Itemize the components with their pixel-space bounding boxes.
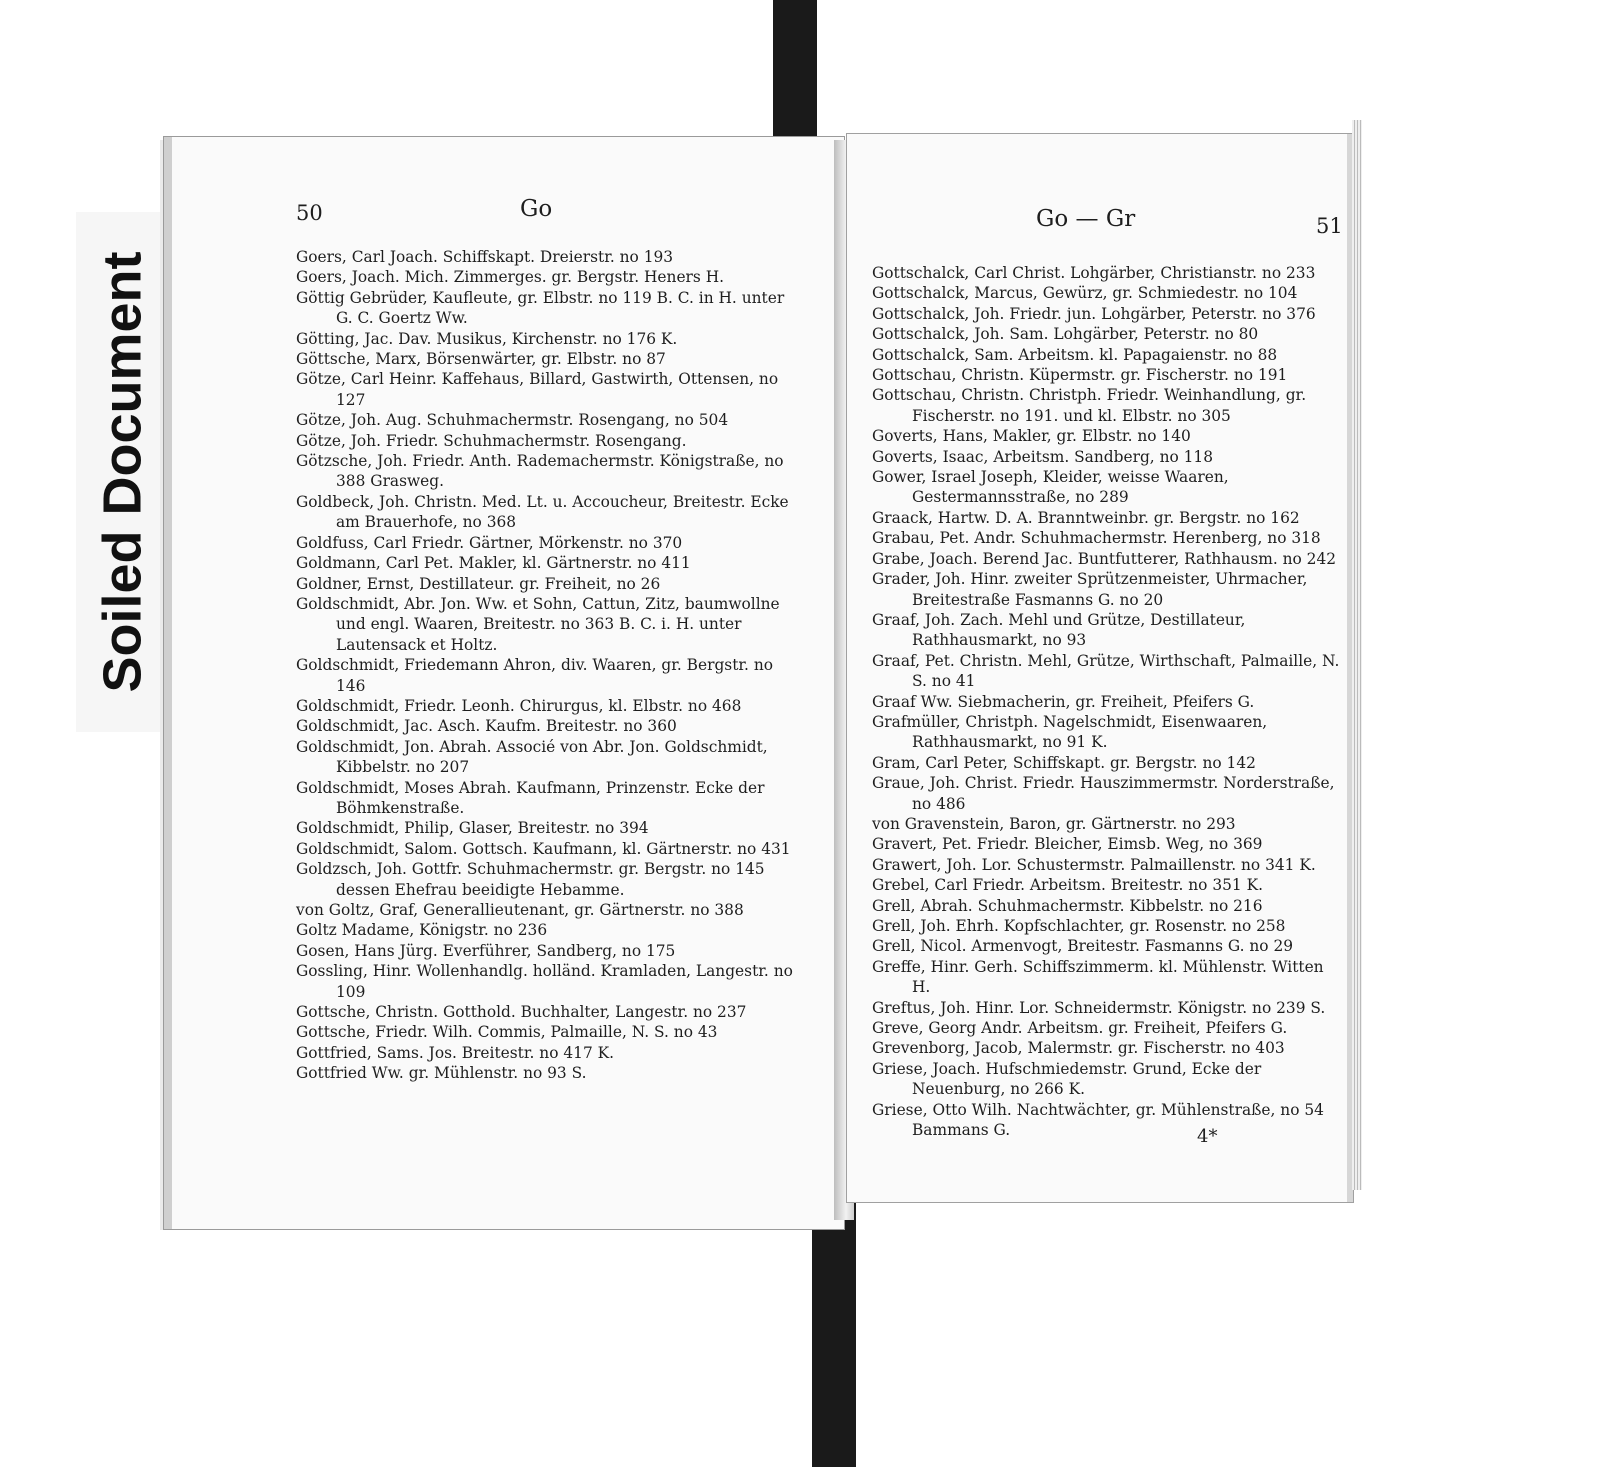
right-running-header: Go — Gr	[1036, 206, 1136, 232]
directory-entry: Grafmüller, Christph. Nagelschmidt, Eisenwaaren, Rathhausmarkt, no 91 K.	[872, 712, 1268, 752]
directory-entry: Goverts, Hans, Makler, gr. Elbstr. no 140	[872, 427, 1191, 446]
directory-entry: Gottschalck, Carl Christ. Lohgärber, Christianstr. no 233	[872, 264, 1316, 282]
directory-entry: Grawert, Joh. Lor. Schustermstr. Palmaillenstr. no 341 K.	[872, 855, 1316, 874]
directory-entry: Grader, Joh. Hinr. zweiter Sprützenmeister, Uhrmacher, Breitestraße Fasmanns G. no 20	[872, 570, 1308, 609]
right-page-number: 51	[1316, 214, 1343, 238]
directory-entry: Grabau, Pet. Andr. Schuhmachermstr. Herenberg, no 318	[872, 529, 1321, 548]
directory-entry: Götze, Joh. Friedr. Schuhmachermstr. Rosengang.	[296, 431, 687, 450]
directory-entry: Goldner, Ernst, Destillateur. gr. Freiheit, no 26	[296, 574, 661, 593]
signature-mark: 4*	[1197, 1126, 1218, 1147]
directory-entry: Gottfried Ww. gr. Mühlenstr. no 93 S.	[296, 1064, 587, 1083]
directory-entry: Graaf, Pet. Christn. Mehl, Grütze, Wirthschaft, Palmaille, N. S. no 41	[872, 651, 1340, 691]
directory-entry: Goldschmidt, Salom. Gottsch. Kaufmann, kl. Gärtnerstr. no 431	[296, 839, 791, 858]
left-entry-list	[296, 247, 796, 1084]
directory-entry: Gravert, Pet. Friedr. Bleicher, Eimsb. Weg, no 369	[872, 835, 1263, 854]
directory-entry: Goers, Joach. Mich. Zimmerges. gr. Bergstr. Heners H.	[296, 268, 725, 287]
directory-entry: Götting, Jac. Dav. Musikus, Kirchenstr. no 176 K.	[296, 329, 678, 348]
soiled-document-label	[76, 212, 170, 732]
directory-entry: Griese, Joach. Hufschmiedemstr. Grund, Ecke der Neuenburg, no 266 K.	[872, 1059, 1262, 1099]
top-binding-tape	[773, 0, 817, 140]
directory-entry: Goldmann, Carl Pet. Makler, kl. Gärtnerstr. no 411	[296, 554, 691, 573]
directory-entry: Goldschmidt, Philip, Glaser, Breitestr. no 394	[296, 819, 649, 838]
directory-entry: Goldzsch, Joh. Gottfr. Schuhmachermstr. gr. Bergstr. no 145 dessen Ehefrau beeidigte Hebamme.	[296, 860, 765, 899]
left-page-number: 50	[296, 201, 323, 225]
directory-entry: Greffe, Hinr. Gerh. Schiffszimmerm. kl. Mühlenstr. Witten H.	[872, 957, 1324, 997]
directory-entry: Grevenborg, Jacob, Malermstr. gr. Fischerstr. no 403	[872, 1039, 1285, 1058]
directory-entry: Grell, Joh. Ehrh. Kopfschlachter, gr. Rosenstr. no 258	[872, 917, 1286, 935]
directory-entry: Grabe, Joach. Berend Jac. Buntfutterer, Rathhausm. no 242	[872, 549, 1337, 568]
directory-entry: Gottschau, Christn. Christph. Friedr. Weinhandlung, gr. Fischerstr. no 191. und kl. Elbstr. no 305	[872, 386, 1307, 425]
directory-entry: von Goltz, Graf, Generallieutenant, gr. Gärtnerstr. no 388	[296, 901, 744, 919]
directory-entry: Goldschmidt, Jac. Asch. Kaufm. Breitestr. no 360	[296, 717, 677, 736]
directory-entry: Goltz Madame, Königstr. no 236	[296, 921, 548, 940]
directory-entry: Gottfried, Sams. Jos. Breitestr. no 417 K.	[296, 1043, 615, 1062]
directory-entry: Gottsche, Christn. Gotthold. Buchhalter, Langestr. no 237	[296, 1003, 747, 1022]
directory-entry: Goldschmidt, Abr. Jon. Ww. et Sohn, Cattun, Zitz, baumwollne und engl. Waaren, Breitestr. no 363 B. C. i. H. unter Lautensack et Holtz.	[296, 594, 780, 654]
directory-entry: Gottsche, Friedr. Wilh. Commis, Palmaille, N. S. no 43	[296, 1023, 718, 1042]
directory-entry: Goldschmidt, Moses Abrah. Kaufmann, Prinzenstr. Ecke der Böhmkenstraße.	[296, 778, 765, 817]
directory-entry: Goers, Carl Joach. Schiffskapt. Dreierstr. no 193	[296, 248, 674, 266]
right-entry-list	[872, 263, 1342, 1140]
directory-entry: Grell, Abrah. Schuhmachermstr. Kibbelstr. no 216	[872, 896, 1263, 915]
directory-entry: Graaf, Joh. Zach. Mehl und Grütze, Destillateur, Rathhausmarkt, no 93	[872, 610, 1246, 650]
directory-entry: Gottschalck, Joh. Friedr. jun. Lohgärber, Peterstr. no 376	[872, 304, 1316, 323]
right-page-edges	[1352, 120, 1362, 1190]
directory-entry: Griese, Otto Wilh. Nachtwächter, gr. Mühlenstraße, no 54 Bammans G.	[872, 1100, 1324, 1140]
directory-entry: Graaf Ww. Siebmacherin, gr. Freiheit, Pfeifers G.	[872, 692, 1255, 711]
directory-entry: Goldbeck, Joh. Christn. Med. Lt. u. Accoucheur, Breitestr. Ecke am Brauerhofe, no 368	[296, 492, 789, 532]
bottom-binding-tape	[812, 1195, 856, 1467]
directory-entry: Gottschalck, Sam. Arbeitsm. kl. Papagaienstr. no 88	[872, 345, 1278, 364]
directory-entry: Grebel, Carl Friedr. Arbeitsm. Breitestr. no 351 K.	[872, 876, 1263, 895]
directory-entry: Goldschmidt, Friedr. Leonh. Chirurgus, kl. Elbstr. no 468	[296, 696, 742, 715]
directory-entry: Gottschalck, Joh. Sam. Lohgärber, Peterstr. no 80	[872, 325, 1259, 344]
directory-entry: Goldschmidt, Friedemann Ahron, div. Waaren, gr. Bergstr. no 146	[296, 656, 774, 695]
directory-entry: Graack, Hartw. D. A. Branntweinbr. gr. Bergstr. no 162	[872, 508, 1300, 527]
directory-entry: Goldfuss, Carl Friedr. Gärtner, Mörkenstr. no 370	[296, 533, 683, 552]
directory-entry: Greve, Georg Andr. Arbeitsm. gr. Freiheit, Pfeifers G.	[872, 1019, 1288, 1038]
directory-entry: Gossling, Hinr. Wollenhandlg. holländ. Kramladen, Langestr. no 109	[296, 962, 793, 1001]
directory-entry: Gower, Israel Joseph, Kleider, weisse Waaren, Gestermannsstraße, no 289	[872, 468, 1229, 507]
directory-entry: Graue, Joh. Christ. Friedr. Hauszimmermstr. Norderstraße, no 486	[872, 774, 1335, 813]
left-running-header: Go	[520, 196, 553, 222]
directory-entry: Gram, Carl Peter, Schiffskapt. gr. Bergstr. no 142	[872, 753, 1256, 772]
directory-entry: Goverts, Isaac, Arbeitsm. Sandberg, no 118	[872, 447, 1214, 466]
directory-entry: Götze, Carl Heinr. Kaffehaus, Billard, Gastwirth, Ottensen, no 127	[296, 370, 779, 409]
directory-entry: Göttsche, Marx, Börsenwärter, gr. Elbstr. no 87	[296, 350, 666, 369]
directory-entry: Goldschmidt, Jon. Abrah. Associé von Abr. Jon. Goldschmidt, Kibbelstr. no 207	[296, 737, 768, 777]
directory-entry: Greftus, Joh. Hinr. Lor. Schneidermstr. Königstr. no 239 S.	[872, 998, 1326, 1017]
directory-entry: Gosen, Hans Jürg. Everführer, Sandberg, no 175	[296, 941, 676, 960]
directory-entry: Grell, Nicol. Armenvogt, Breitestr. Fasmanns G. no 29	[872, 937, 1294, 956]
directory-entry: von Gravenstein, Baron, gr. Gärtnerstr. no 293	[872, 814, 1236, 833]
directory-entry: Götzsche, Joh. Friedr. Anth. Rademachermstr. Königstraße, no 388 Grasweg.	[296, 452, 784, 491]
label-text: Soiled Document	[93, 251, 154, 693]
directory-entry: Gottschalck, Marcus, Gewürz, gr. Schmiedestr. no 104	[872, 284, 1298, 303]
directory-entry: Göttig Gebrüder, Kaufleute, gr. Elbstr. no 119 B. C. in H. unter G. C. Goertz Ww.	[296, 288, 785, 328]
directory-entry: Götze, Joh. Aug. Schuhmachermstr. Rosengang, no 504	[296, 411, 729, 430]
directory-entry: Gottschau, Christn. Küpermstr. gr. Fischerstr. no 191	[872, 366, 1288, 385]
